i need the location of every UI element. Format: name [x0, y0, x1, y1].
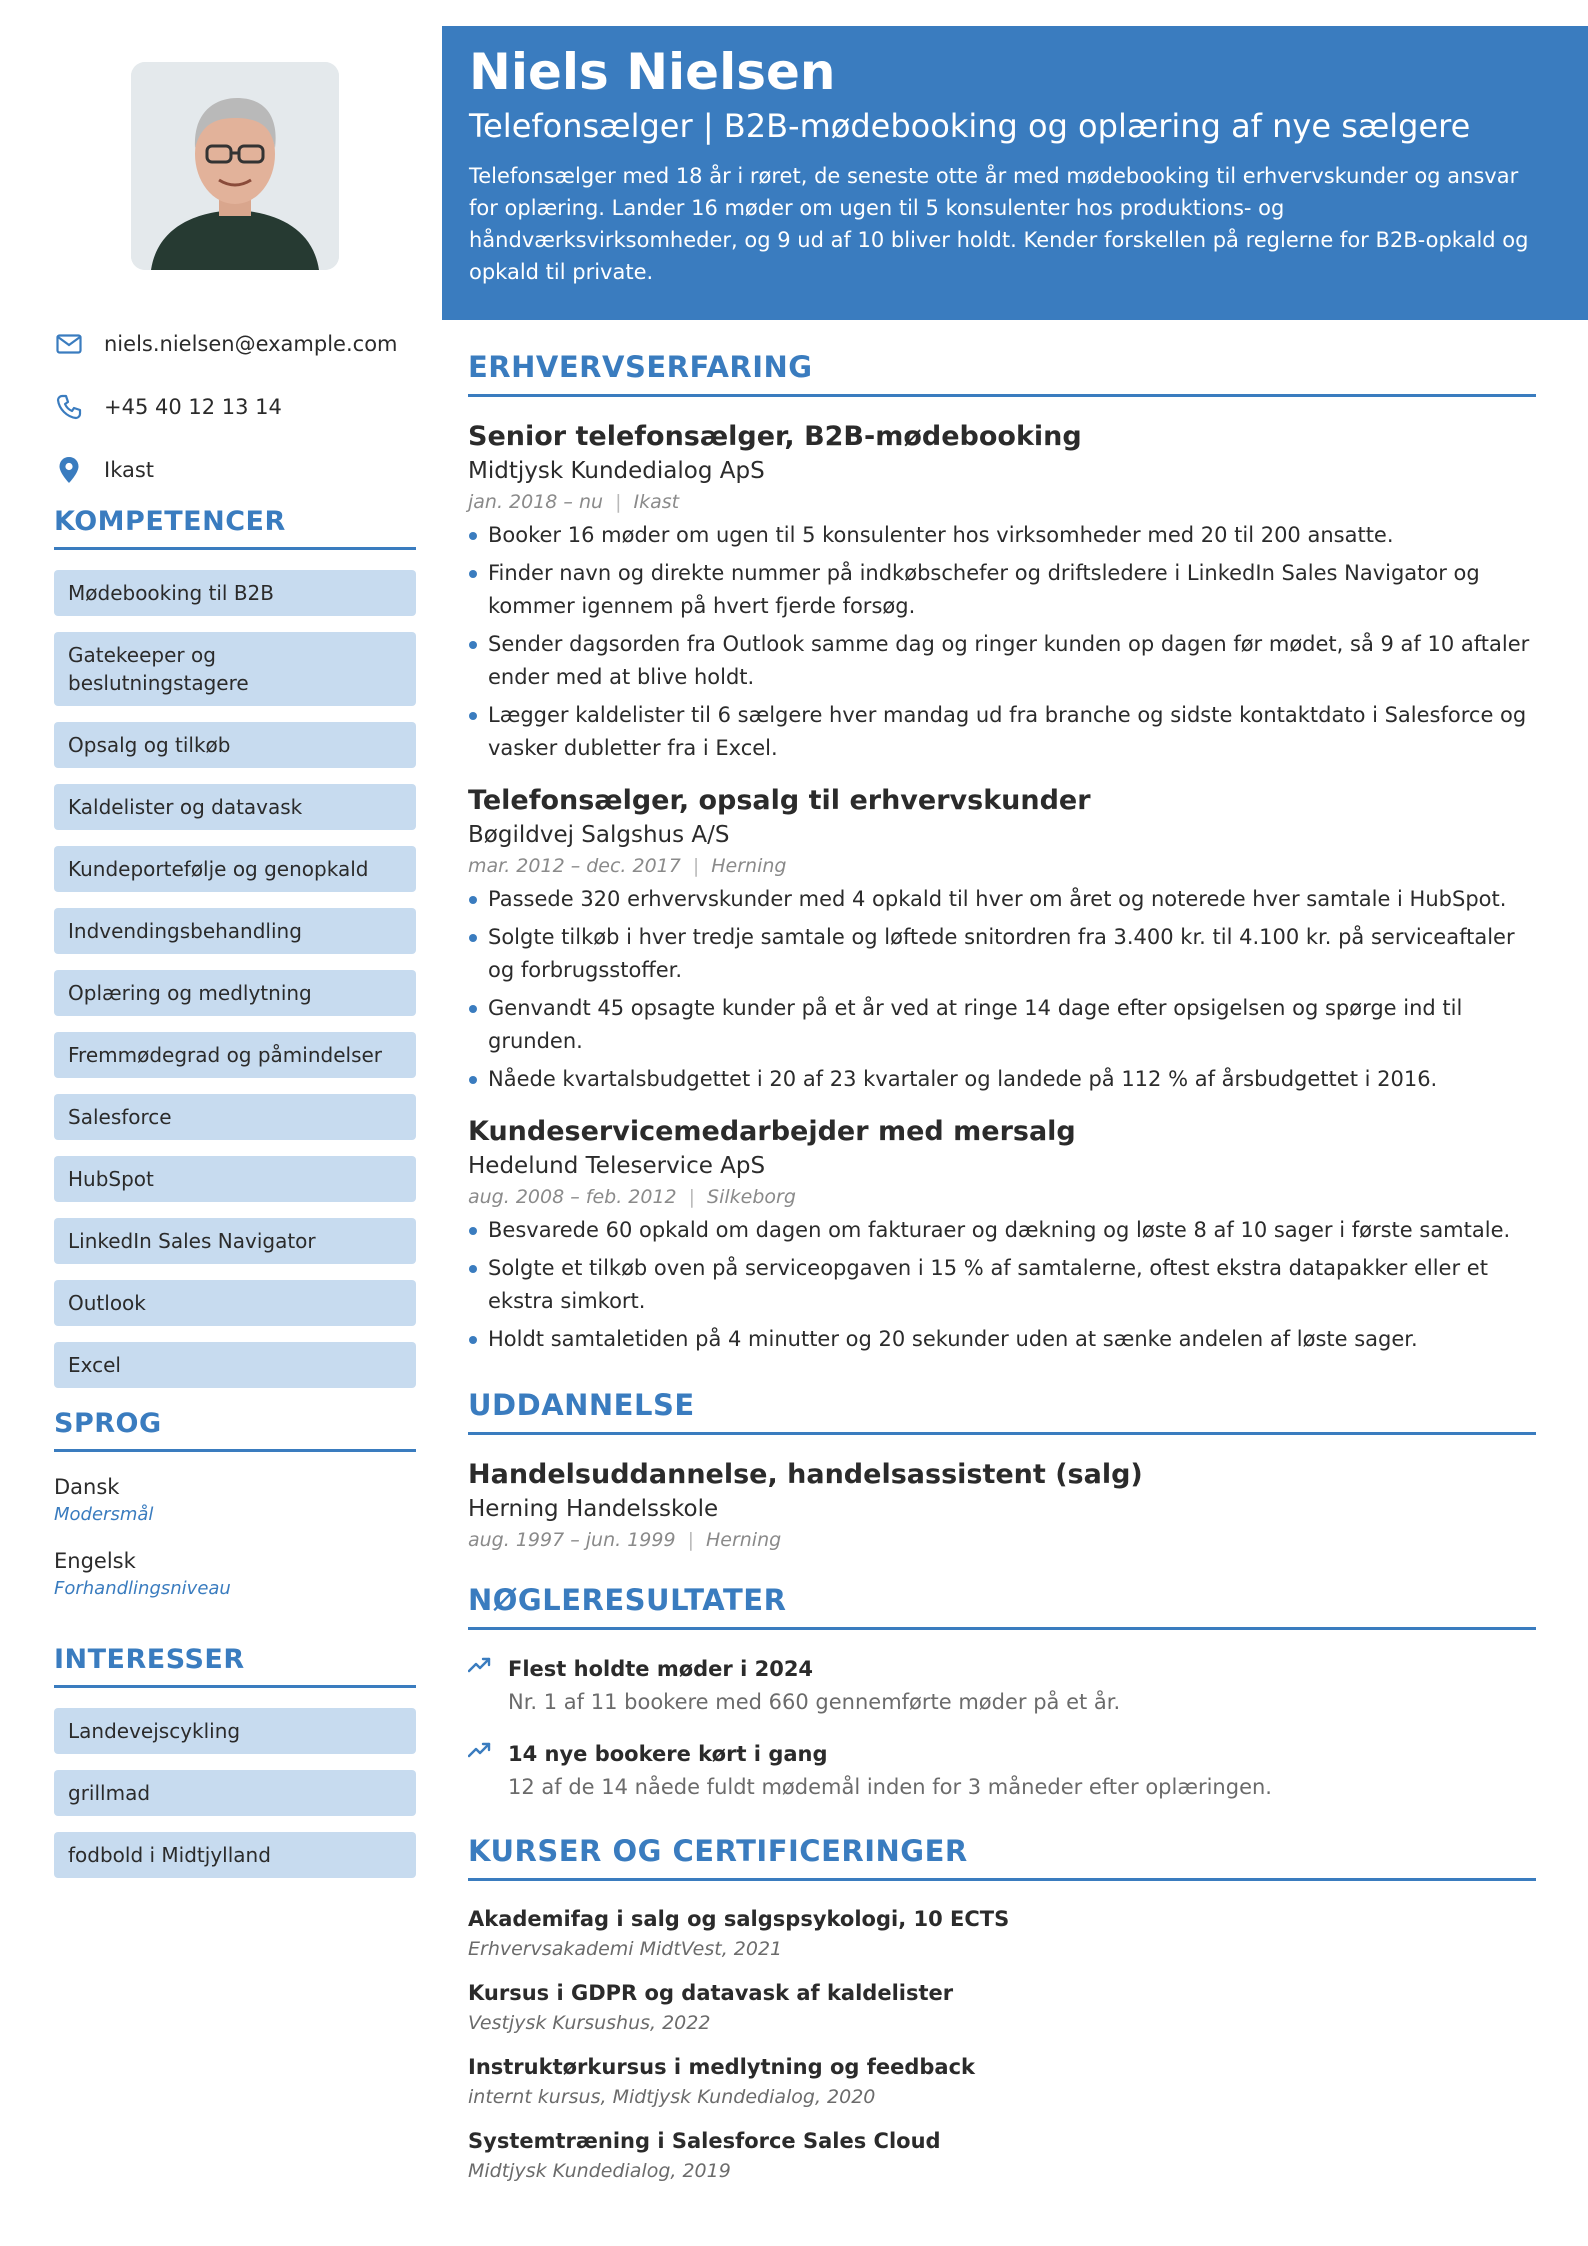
- job-bullets: [468, 519, 1536, 765]
- education-heading: UDDANNELSE: [468, 1388, 1536, 1435]
- job-entry: [468, 419, 1536, 765]
- skill-chip: Outlook: [54, 1280, 416, 1326]
- bullet-item: Solgte et tilkøb oven på serviceopgaven i 15 % af samtalerne, oftest ekstra datapakker eller et ekstra simkort.: [468, 1252, 1536, 1318]
- bullet-item: Genvandt 45 opsagte kunder på et år ved at ringe 14 dage efter opsigelsen og spørge ind til grunden.: [468, 992, 1536, 1058]
- meta-separator: |: [688, 1186, 696, 1208]
- job-company: Hedelund Teleservice ApS: [468, 1153, 766, 1179]
- job-entry: [468, 783, 1536, 1096]
- email-text: niels.nielsen@example.com: [104, 331, 398, 356]
- job-period: mar. 2012 – dec. 2017: [468, 855, 681, 877]
- location-text: Ikast: [104, 457, 155, 482]
- result-title: Flest holdte møder i 2024: [508, 1657, 814, 1681]
- course-title: Kursus i GDPR og datavask af kaldelister: [468, 1981, 954, 2005]
- course-item: [468, 1903, 1536, 1963]
- job-company: Bøgildvej Salgshus A/S: [468, 822, 730, 848]
- skill-chip: Indvendingsbehandling: [54, 908, 416, 954]
- course-item: [468, 2051, 1536, 2111]
- bullet-item: Nåede kvartalsbudgettet i 20 af 23 kvartaler og landede på 112 % af årsbudgettet i 2016.: [468, 1063, 1536, 1096]
- education-title: Handelsuddannelse, handelsassistent (salg): [468, 1459, 1143, 1490]
- job-title: Kundeservicemedarbejder med mersalg: [468, 1116, 1076, 1147]
- contact-location: [54, 438, 424, 501]
- job-entry: [468, 1114, 1536, 1356]
- skill-chip: HubSpot: [54, 1156, 416, 1202]
- portrait-image: [131, 62, 339, 270]
- bullet-item: Lægger kaldelister til 6 sælgere hver mandag ud fra branche og sidste kontaktdato i Salesforce og vasker dubletter fra i Excel.: [468, 699, 1536, 765]
- skill-chip: Gatekeeper og beslutningstagere: [54, 632, 416, 706]
- result-description: 12 af de 14 nåede fuldt mødemål inden for 3 måneder efter oplæringen.: [508, 1775, 1272, 1799]
- interest-chip: Landevejscykling: [54, 1708, 416, 1754]
- bullet-item: Solgte tilkøb i hver tredje samtale og løftede snitordren fra 3.400 kr. til 4.100 kr. på serviceaftaler og forbrugsstoffer.: [468, 921, 1536, 987]
- meta-separator: |: [615, 491, 622, 513]
- job-title: Telefonsælger, opsalg til erhvervskunder: [468, 785, 1091, 816]
- language-level: Modersmål: [54, 1504, 154, 1525]
- skill-chip: Salesforce: [54, 1094, 416, 1140]
- bullet-item: Finder navn og direkte nummer på indkøbschefer og driftsledere i LinkedIn Sales Navigator og kommer igennem på hvert fjerde forsøg.: [468, 557, 1536, 623]
- sidebar: [0, 0, 440, 2246]
- course-item: [468, 2125, 1536, 2185]
- languages-heading: SPROG: [54, 1408, 416, 1452]
- job-company: Midtjysk Kundedialog ApS: [468, 458, 765, 484]
- language-name: Engelsk: [54, 1549, 136, 1573]
- interest-chip: fodbold i Midtjylland: [54, 1832, 416, 1878]
- contact-email[interactable]: [54, 312, 424, 375]
- job-place: Ikast: [633, 491, 680, 513]
- job-place: Herning: [711, 855, 787, 877]
- language-name: Dansk: [54, 1475, 120, 1499]
- courses-heading: KURSER OG CERTIFICERINGER: [468, 1834, 1536, 1881]
- bullet-item: Holdt samtaletiden på 4 minutter og 20 sekunder uden at sænke andelen af løste sager.: [468, 1323, 1536, 1356]
- skill-chip: Mødebooking til B2B: [54, 570, 416, 616]
- skills-heading: KOMPETENCER: [54, 506, 416, 550]
- mail-icon: [54, 329, 84, 359]
- location-pin-icon: [54, 455, 84, 485]
- bullet-item: Besvarede 60 opkald om dagen om fakturaer og dækning og løste 8 af 10 sager i første samtale.: [468, 1214, 1536, 1247]
- education-place: Herning: [705, 1529, 782, 1551]
- skill-chip: LinkedIn Sales Navigator: [54, 1218, 416, 1264]
- phone-text: +45 40 12 13 14: [104, 394, 282, 419]
- interest-chip: grillmad: [54, 1770, 416, 1816]
- result-item: [468, 1737, 1536, 1804]
- course-item: [468, 1977, 1536, 2037]
- main-content: [468, 350, 1536, 2199]
- result-item: [468, 1652, 1536, 1719]
- skill-chip: Kaldelister og datavask: [54, 784, 416, 830]
- profile-photo: [131, 62, 339, 270]
- course-title: Akademifag i salg og salgspsykologi, 10 ECTS: [468, 1907, 1010, 1931]
- result-title: 14 nye bookere kørt i gang: [508, 1742, 828, 1766]
- education-meta: [468, 1525, 1536, 1555]
- bullet-item: Booker 16 møder om ugen til 5 konsulenter hos virksomheder med 20 til 200 ansatte.: [468, 519, 1536, 552]
- job-meta: [468, 487, 1536, 517]
- course-title: Systemtræning i Salesforce Sales Cloud: [468, 2129, 941, 2153]
- job-bullets: [468, 1214, 1536, 1356]
- person-name: Niels Nielsen: [469, 43, 836, 101]
- skill-chip: Excel: [54, 1342, 416, 1388]
- job-bullets: [468, 883, 1536, 1096]
- course-title: Instruktørkursus i medlytning og feedback: [468, 2055, 976, 2079]
- course-detail: Erhvervsakademi MidtVest, 2021: [468, 1938, 783, 1960]
- meta-separator: |: [687, 1529, 694, 1551]
- education-entry: [468, 1457, 1536, 1555]
- course-detail: internt kursus, Midtjysk Kundedialog, 2020: [468, 2086, 876, 2108]
- header-banner: [442, 26, 1588, 320]
- language-level: Forhandlingsniveau: [54, 1578, 231, 1599]
- job-period: jan. 2018 – nu: [468, 491, 604, 513]
- job-title: Senior telefonsælger, B2B-mødebooking: [468, 421, 1082, 452]
- job-place: Silkeborg: [707, 1186, 796, 1208]
- skill-chip: Opsalg og tilkøb: [54, 722, 416, 768]
- skills-list: [54, 570, 416, 1404]
- course-detail: Midtjysk Kundedialog, 2019: [468, 2160, 731, 2182]
- trending-up-icon: [468, 1652, 508, 1719]
- job-role: Telefonsælger | B2B-mødebooking og oplæring af nye sælgere: [469, 107, 1471, 145]
- contact-phone[interactable]: [54, 375, 424, 438]
- interests-list: [54, 1708, 416, 1894]
- bullet-item: Sender dagsorden fra Outlook samme dag og ringer kunden op dagen før mødet, så 9 af 10 aftaler ender med at blive holdt.: [468, 628, 1536, 694]
- bullet-item: Passede 320 erhvervskunder med 4 opkald til hver om året og noterede hver samtale i HubSpot.: [468, 883, 1536, 916]
- meta-separator: |: [692, 855, 700, 877]
- skill-chip: Kundeportefølje og genopkald: [54, 846, 416, 892]
- experience-heading: ERHVERVSERFARING: [468, 350, 1536, 397]
- education-school: Herning Handelsskole: [468, 1496, 719, 1522]
- profile-summary: Telefonsælger med 18 år i røret, de seneste otte år med mødebooking til erhvervskunder og ansvar for oplæring. Lander 16 møder om ugen til 5 konsulenter hos produktions- og håndværksvirksomheder, og 9 ud af 10 bliver holdt. Kender forskellen på reglerne for B2B-opkald og opkald til private.: [469, 164, 1529, 284]
- trending-up-icon: [468, 1737, 508, 1804]
- result-description: Nr. 1 af 11 bookere med 660 gennemførte møder på et år.: [508, 1690, 1121, 1714]
- education-period: aug. 1997 – jun. 1999: [468, 1529, 676, 1551]
- job-period: aug. 2008 – feb. 2012: [468, 1186, 677, 1208]
- job-meta: [468, 851, 1536, 881]
- interests-heading: INTERESSER: [54, 1644, 416, 1688]
- languages-list: [54, 1472, 416, 1620]
- skill-chip: Fremmødegrad og påmindelser: [54, 1032, 416, 1078]
- phone-icon: [54, 392, 84, 422]
- course-detail: Vestjysk Kursushus, 2022: [468, 2012, 711, 2034]
- results-heading: NØGLERESULTATER: [468, 1583, 1536, 1630]
- skill-chip: Oplæring og medlytning: [54, 970, 416, 1016]
- contact-list: [54, 312, 424, 501]
- job-meta: [468, 1182, 1536, 1212]
